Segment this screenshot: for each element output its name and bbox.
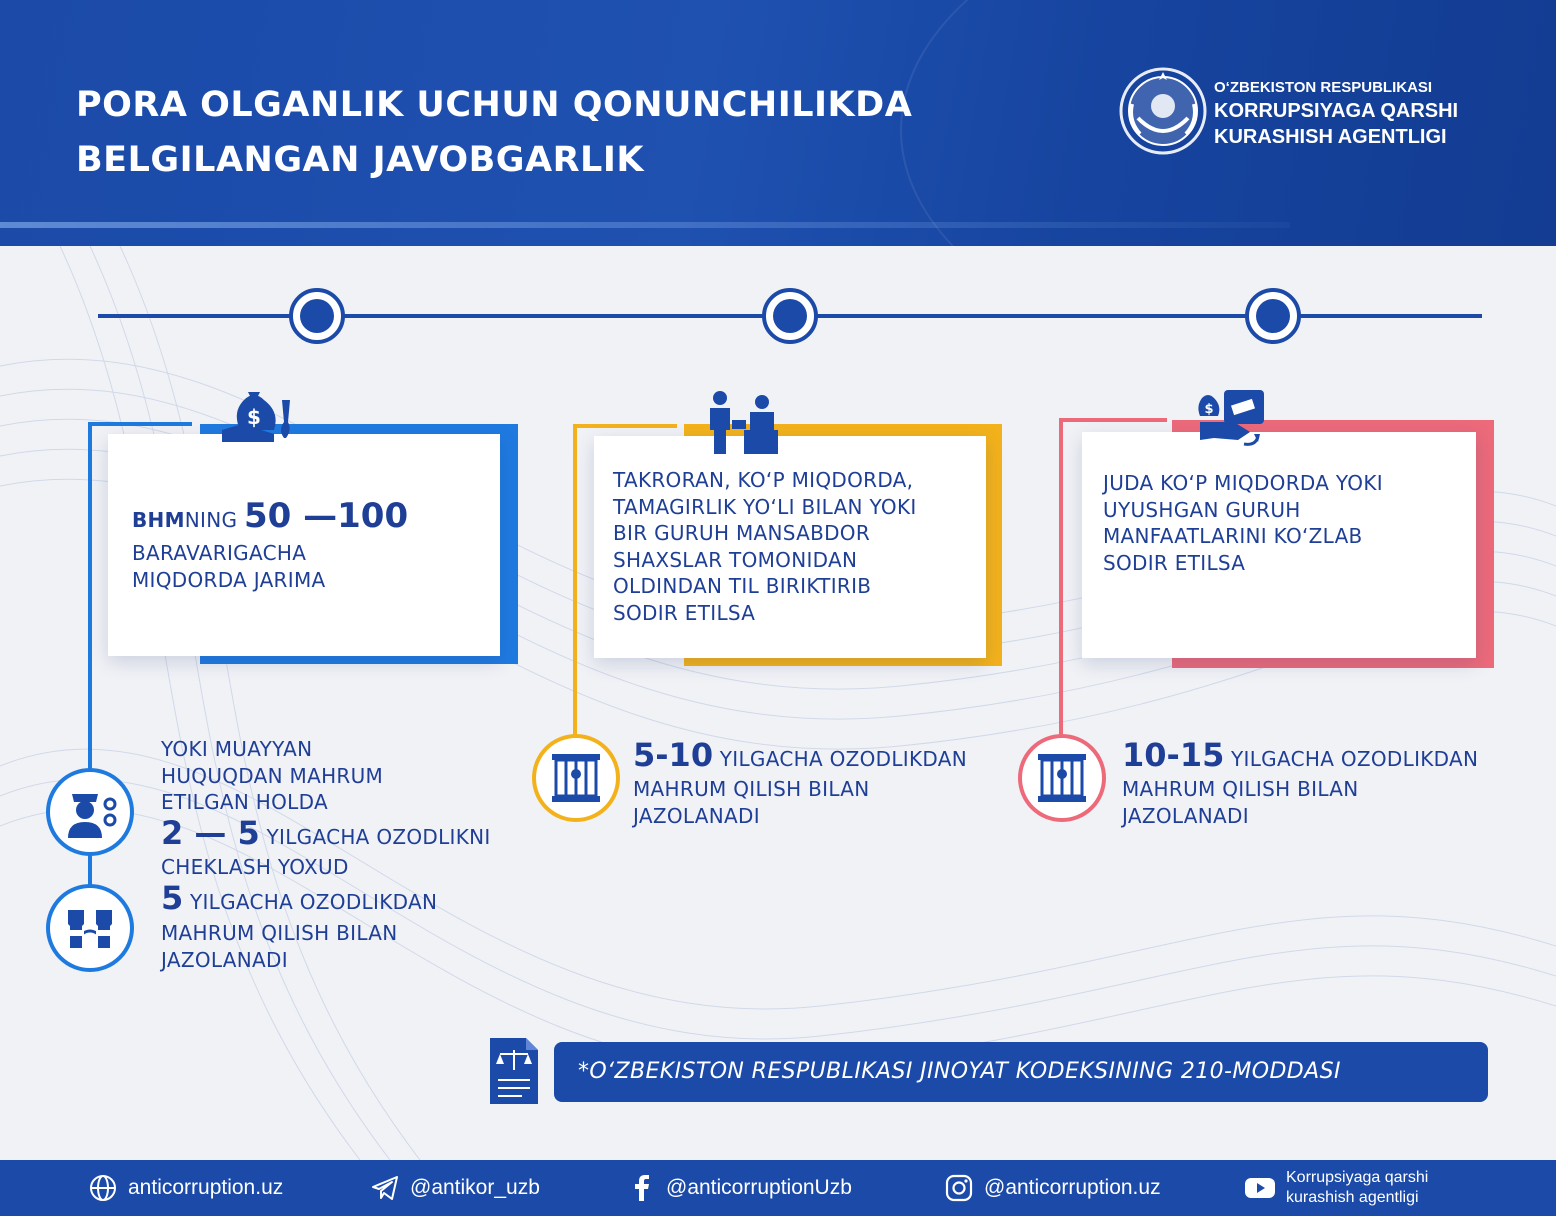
telegram-icon: [370, 1173, 400, 1203]
card-3-top-connector: [1059, 418, 1167, 422]
result-1-line-2: HUQUQDAN MAHRUM: [161, 763, 384, 788]
header-stripe: [0, 222, 1290, 228]
card-3-line-2: UYUSHGAN GURUH: [1103, 497, 1301, 522]
prison-bars-icon: [536, 738, 616, 818]
result-1-line-5: CHEKLASH YOXUD: [161, 854, 349, 879]
fine-range: 50 —100: [244, 496, 409, 536]
result-1: [161, 736, 491, 973]
footer-instagram[interactable]: [944, 1160, 1161, 1216]
youtube-line-2: kurashish agentligi: [1286, 1189, 1419, 1206]
timeline-node-3: [1247, 290, 1299, 342]
footer-telegram[interactable]: [370, 1160, 540, 1216]
handcuffed-hands-icon: [50, 888, 130, 968]
card-1-line-2: BARAVARIGACHA: [132, 541, 307, 565]
card-2-connector: [573, 424, 577, 736]
result-1-line-7: MAHRUM QILISH BILAN: [161, 921, 398, 945]
card-2-line-5: OLDINDAN TIL BIRIKTIRIB: [613, 574, 872, 598]
timeline: [0, 246, 1556, 366]
result-2-line-2: MAHRUM QILISH BILAN: [633, 777, 870, 801]
result-3: [1122, 738, 1478, 829]
result-1-line-6: [161, 880, 491, 920]
instagram-icon: [944, 1173, 974, 1203]
bhm-suffix: NING: [184, 508, 238, 532]
card-3-line-1: JUDA KO‘P MIQDORDA YOKI: [1103, 471, 1383, 495]
source-reference: *O‘ZBEKISTON RESPUBLIKASI JINOYAT KODEKSINING 210-MODDASI: [554, 1042, 1488, 1102]
telegram-handle[interactable]: @antikor_uzb: [410, 1176, 540, 1199]
timeline-node-1: [291, 290, 343, 342]
legal-document-icon: [488, 1036, 540, 1106]
result-3-range: 10-15: [1122, 736, 1225, 774]
card-3-connector: [1059, 418, 1063, 738]
youtube-channel[interactable]: [1286, 1168, 1428, 1208]
card-2-line-4: SHAXSLAR TOMONIDAN: [613, 547, 858, 572]
result-2: [633, 738, 967, 829]
website-link[interactable]: anticorruption.uz: [128, 1176, 284, 1199]
timeline-node-2: [764, 290, 816, 342]
result-2-range: 5-10: [633, 736, 714, 774]
result-1-restriction-text: YILGACHA OZODLIKNI: [266, 824, 491, 849]
footer-website[interactable]: [88, 1160, 283, 1216]
card-1-line-1: [132, 496, 408, 540]
facebook-icon: [628, 1173, 656, 1203]
page-title: [76, 78, 1036, 188]
card-3-text: [1103, 470, 1383, 576]
card-3-line-4: SODIR ETILSA: [1103, 550, 1246, 575]
result-3-line-2: MAHRUM QILISH BILAN: [1122, 777, 1359, 801]
bhm-label: BHM: [132, 508, 185, 532]
card-2-line-6: SODIR ETILSA: [613, 600, 756, 625]
header-banner: [0, 0, 1556, 246]
agency-line-1: O‘ZBEKISTON RESPUBLIKASI: [1214, 79, 1433, 96]
result-3-line-1: [1122, 738, 1478, 776]
card-1-top-connector: [88, 422, 192, 426]
money-bag-hand-icon: [218, 386, 308, 446]
title-line-2: BELGILANGAN JAVOBGARLIK: [76, 140, 644, 180]
svg-text:$: $: [1204, 402, 1214, 417]
card-1-line-3: MIQDORDA JARIMA: [132, 567, 326, 592]
card-2-line-3: BIR GURUH MANSABDOR: [613, 521, 871, 545]
facebook-handle[interactable]: @anticorruptionUzb: [666, 1176, 852, 1199]
footer-youtube[interactable]: [1244, 1160, 1428, 1216]
card-1-text: [132, 496, 408, 593]
prison-circle-3: [1018, 734, 1106, 822]
footer-facebook[interactable]: [628, 1160, 852, 1216]
restriction-range: 2 — 5: [161, 813, 260, 852]
footer: [0, 1160, 1556, 1216]
result-1-line-1: YOKI MUAYYAN: [161, 737, 313, 761]
agency-line-3: KURASHISH AGENTLIGI: [1214, 126, 1447, 148]
card-2-text: [613, 467, 917, 626]
card-2-line-1: TAKRORAN, KO‘P MIQDORDA,: [613, 468, 914, 492]
background-swirl: [0, 246, 1556, 1160]
youtube-icon: [1244, 1176, 1276, 1200]
result-2-line-3: JAZOLANADI: [633, 803, 760, 828]
agency-name: [1214, 78, 1458, 150]
result-1-line-8: JAZOLANADI: [161, 947, 288, 972]
official-bribe-icon: [702, 390, 782, 456]
police-officer-icon: [50, 772, 130, 852]
prison-bars-icon: [1022, 738, 1102, 818]
instagram-handle[interactable]: @anticorruption.uz: [984, 1176, 1161, 1199]
title-line-1: PORA OLGANLIK UCHUN QONUNCHILIKDA: [76, 85, 913, 125]
money-exchange-icon: [1194, 388, 1268, 458]
state-emblem-icon: [1118, 66, 1208, 156]
result-2-line-1: [633, 738, 967, 776]
imprisonment-years: 5: [161, 879, 184, 917]
handcuffs-circle: [46, 884, 134, 972]
prison-circle-2: [532, 734, 620, 822]
police-officer-circle: [46, 768, 134, 856]
svg-text:$: $: [247, 405, 261, 429]
result-3-text-1: YILGACHA OZODLIKDAN: [1231, 747, 1479, 771]
youtube-line-1: Korrupsiyaga qarshi: [1286, 1169, 1429, 1186]
card-3-line-3: MANFAATLARINI KO‘ZLAB: [1103, 524, 1363, 548]
result-1-imprisonment-text: YILGACHA OZODLIKDAN: [189, 890, 438, 914]
globe-icon: [88, 1173, 118, 1203]
card-2-top-connector: [573, 424, 677, 428]
card-2-line-2: TAMAGIRLIK YO‘LI BILAN YOKI: [613, 494, 917, 519]
result-1-line-3: ETILGAN HOLDA: [161, 790, 328, 814]
result-1-line-4: [161, 813, 491, 854]
result-3-line-3: JAZOLANADI: [1122, 803, 1249, 828]
agency-line-2: KORRUPSIYAGA QARSHI: [1214, 100, 1459, 122]
result-2-text-1: YILGACHA OZODLIKDAN: [719, 747, 968, 771]
